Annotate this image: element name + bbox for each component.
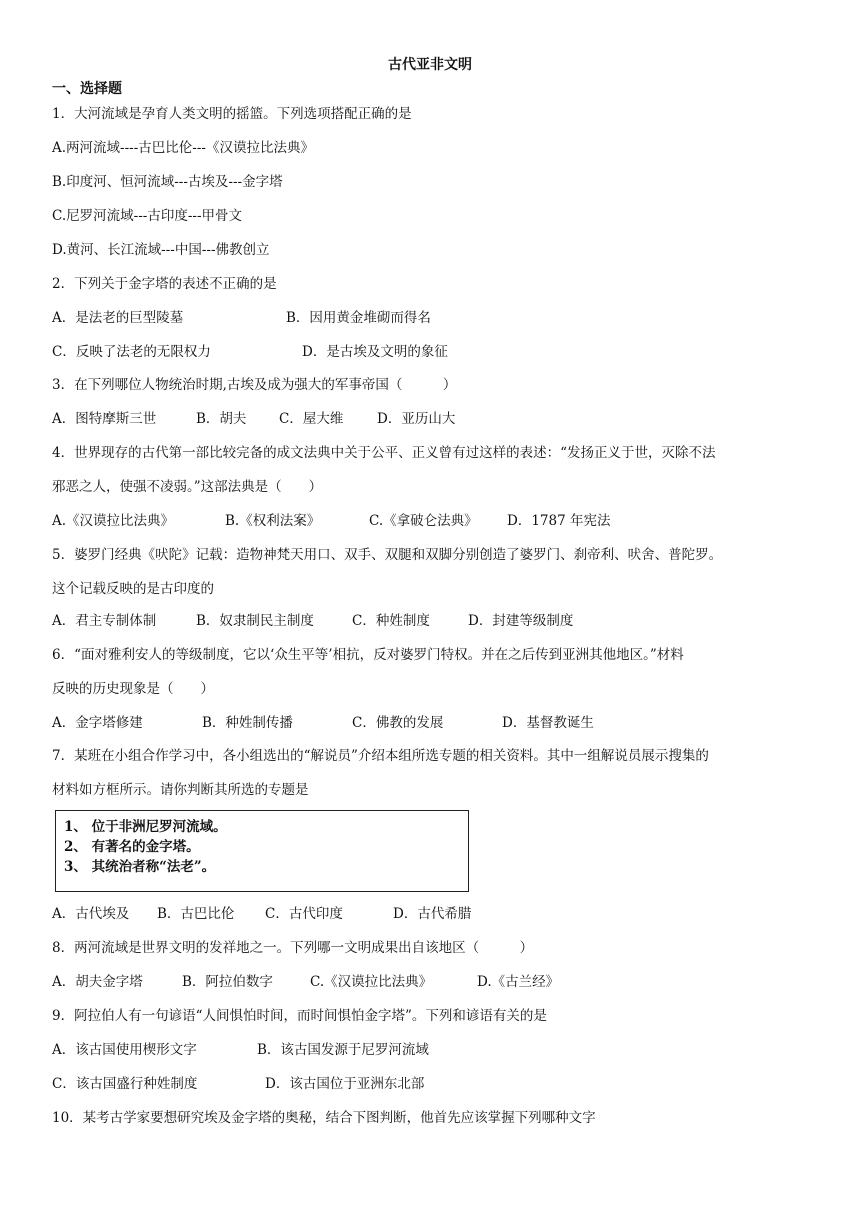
q7-stem-line1: 7．某班在小组合作学习中，各小组选出的“解说员”介绍本组所选专题的相关资料。其中一组解说员展示搜集的: [52, 748, 709, 764]
q5-option-d: D．封建等级制度: [468, 613, 574, 629]
q2-option-a: A．是法老的巨型陵墓: [52, 310, 184, 326]
q9-option-b: B．该古国发源于尼罗河流域: [257, 1042, 429, 1058]
q7-option-d: D．古代希腊: [393, 906, 472, 922]
q2-option-d: D．是古埃及文明的象征: [302, 344, 448, 360]
section-heading: 一、选择题: [52, 81, 122, 97]
q5-option-c: C．种姓制度: [352, 613, 430, 629]
q4-option-c: C.《拿破仑法典》: [369, 513, 478, 529]
q4-option-b: B.《权利法案》: [225, 513, 321, 529]
q1-option-a: A.两河流域----古巴比伦---《汉谟拉比法典》: [52, 140, 314, 156]
q1-stem: 1．大河流域是孕育人类文明的摇篮。下列选项搭配正确的是: [52, 106, 412, 122]
q7-option-b: B．古巴比伦: [157, 906, 235, 922]
q6-option-a: A．金字塔修建: [52, 715, 143, 731]
q1-option-d: D.黄河、长江流域---中国---佛教创立: [52, 242, 270, 258]
q3-option-d: D．亚历山大: [377, 411, 456, 427]
q10-stem: 10．某考古学家要想研究埃及金字塔的奥秘，结合下图判断，他首先应该掌握下列哪种文字: [52, 1110, 596, 1126]
q2-stem: 2．下列关于金字塔的表述不正确的是: [52, 276, 277, 292]
q4-option-d: D．1787 年宪法: [507, 513, 611, 529]
q3-stem: 3．在下列哪位人物统治时期,古埃及成为强大的军事帝国（ ）: [52, 377, 457, 393]
q9-option-a: A．该古国使用楔形文字: [52, 1042, 197, 1058]
q2-option-c: C．反映了法老的无限权力: [52, 344, 211, 360]
q6-stem-line1: 6．“面对雅利安人的等级制度，它以‘众生平等’相抗，反对婆罗门特权。并在之后传到亚洲其他地区。”材料: [52, 647, 684, 663]
q7-option-c: C．古代印度: [265, 906, 343, 922]
material-box: [55, 810, 469, 892]
q8-option-d: D.《古兰经》: [477, 974, 560, 990]
q4-option-a: A.《汉谟拉比法典》: [52, 513, 175, 529]
q6-stem-line2: 反映的历史现象是（ ）: [52, 681, 214, 697]
q6-option-d: D．基督教诞生: [502, 715, 594, 731]
q2-option-b: B．因用黄金堆砌而得名: [286, 310, 431, 326]
q5-option-b: B．奴隶制民主制度: [196, 613, 314, 629]
q7-stem-line2: 材料如方框所示。请你判断其所选的专题是: [52, 782, 309, 798]
q7-option-a: A．古代埃及: [52, 906, 130, 922]
q3-option-a: A．图特摩斯三世: [52, 411, 157, 427]
q1-option-c: C.尼罗河流域---古印度---甲骨文: [52, 208, 243, 224]
q6-option-b: B．种姓制传播: [202, 715, 293, 731]
q8-option-c: C.《汉谟拉比法典》: [310, 974, 433, 990]
q8-stem: 8．两河流域是世界文明的发祥地之一。下列哪一文明成果出自该地区（ ）: [52, 940, 534, 956]
q5-option-a: A．君主专制体制: [52, 613, 157, 629]
material-box-line-2: 2、 有著名的金字塔。: [64, 839, 200, 855]
q1-option-b: B.印度河、恒河流域---古埃及---金字塔: [52, 174, 283, 190]
q4-stem-line1: 4．世界现存的古代第一部比较完备的成文法典中关于公平、正义曾有过这样的表述：“发扬正义于世，灭除不法: [52, 445, 716, 461]
material-box-line-1: 1、 位于非洲尼罗河流域。: [64, 819, 227, 835]
q3-option-b: B．胡夫: [196, 411, 247, 427]
material-box-line-3: 3、 其统治者称“法老”。: [64, 859, 216, 875]
q5-stem-line2: 这个记载反映的是古印度的: [52, 581, 214, 597]
q4-stem-line2: 邪恶之人，使强不凌弱。”这部法典是（ ）: [52, 479, 323, 495]
q8-option-a: A．胡夫金字塔: [52, 974, 143, 990]
q6-option-c: C．佛教的发展: [352, 715, 444, 731]
q3-option-c: C．屋大维: [279, 411, 344, 427]
page-title: 古代亚非文明: [388, 57, 472, 73]
q9-option-d: D．该古国位于亚洲东北部: [265, 1076, 425, 1092]
q5-stem-line1: 5．婆罗门经典《吠陀》记载：造物神梵天用口、双手、双腿和双脚分别创造了婆罗门、刹帝利、吠舍、普陀罗。: [52, 547, 723, 563]
q8-option-b: B．阿拉伯数字: [182, 974, 273, 990]
q9-option-c: C．该古国盛行种姓制度: [52, 1076, 198, 1092]
q9-stem: 9．阿拉伯人有一句谚语“人间惧怕时间，而时间惧怕金字塔”。下列和谚语有关的是: [52, 1008, 547, 1024]
